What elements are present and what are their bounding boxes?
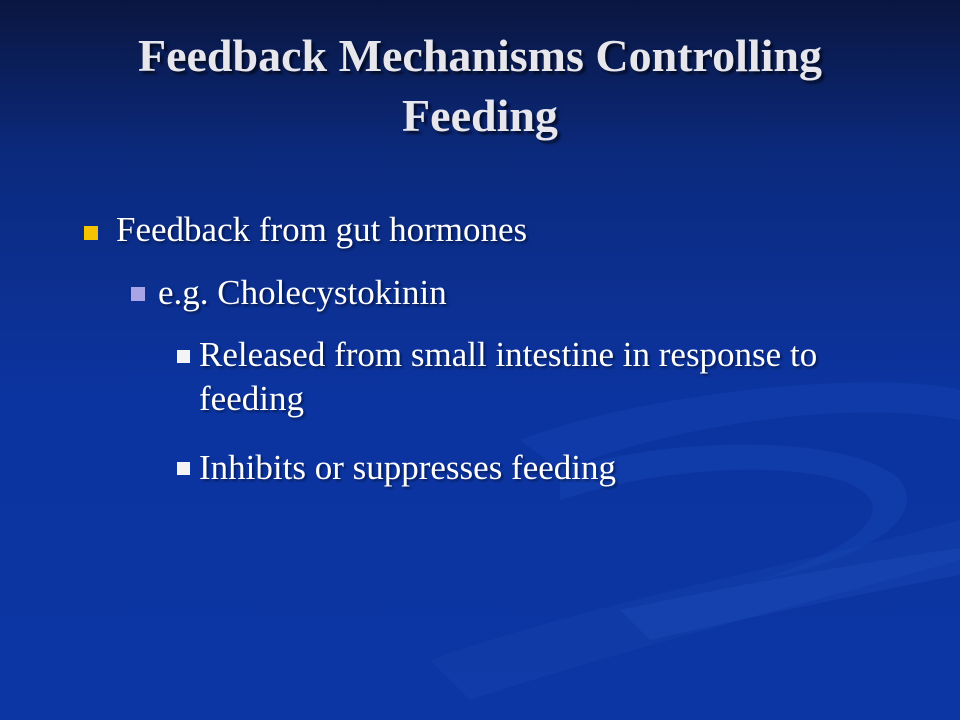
square-bullet-icon — [131, 287, 145, 301]
square-bullet-icon — [177, 350, 190, 363]
bullet-item-released-from-small-intestine: Released from small intestine in response to feeding — [199, 335, 818, 418]
slide-title-line-1: Feedback Mechanisms Controlling — [137, 30, 823, 81]
bullet-item-gut-hormones: Feedback from gut hormones — [116, 210, 528, 249]
square-bullet-icon — [84, 226, 98, 240]
slide-title — [40, 26, 920, 146]
slide-title-line-2: Feeding — [402, 90, 558, 141]
square-bullet-icon — [177, 462, 190, 475]
bullet-item-inhibits-feeding: Inhibits or suppresses feeding — [199, 448, 617, 487]
bullet-item-cholecystokinin: e.g. Cholecystokinin — [158, 273, 447, 312]
